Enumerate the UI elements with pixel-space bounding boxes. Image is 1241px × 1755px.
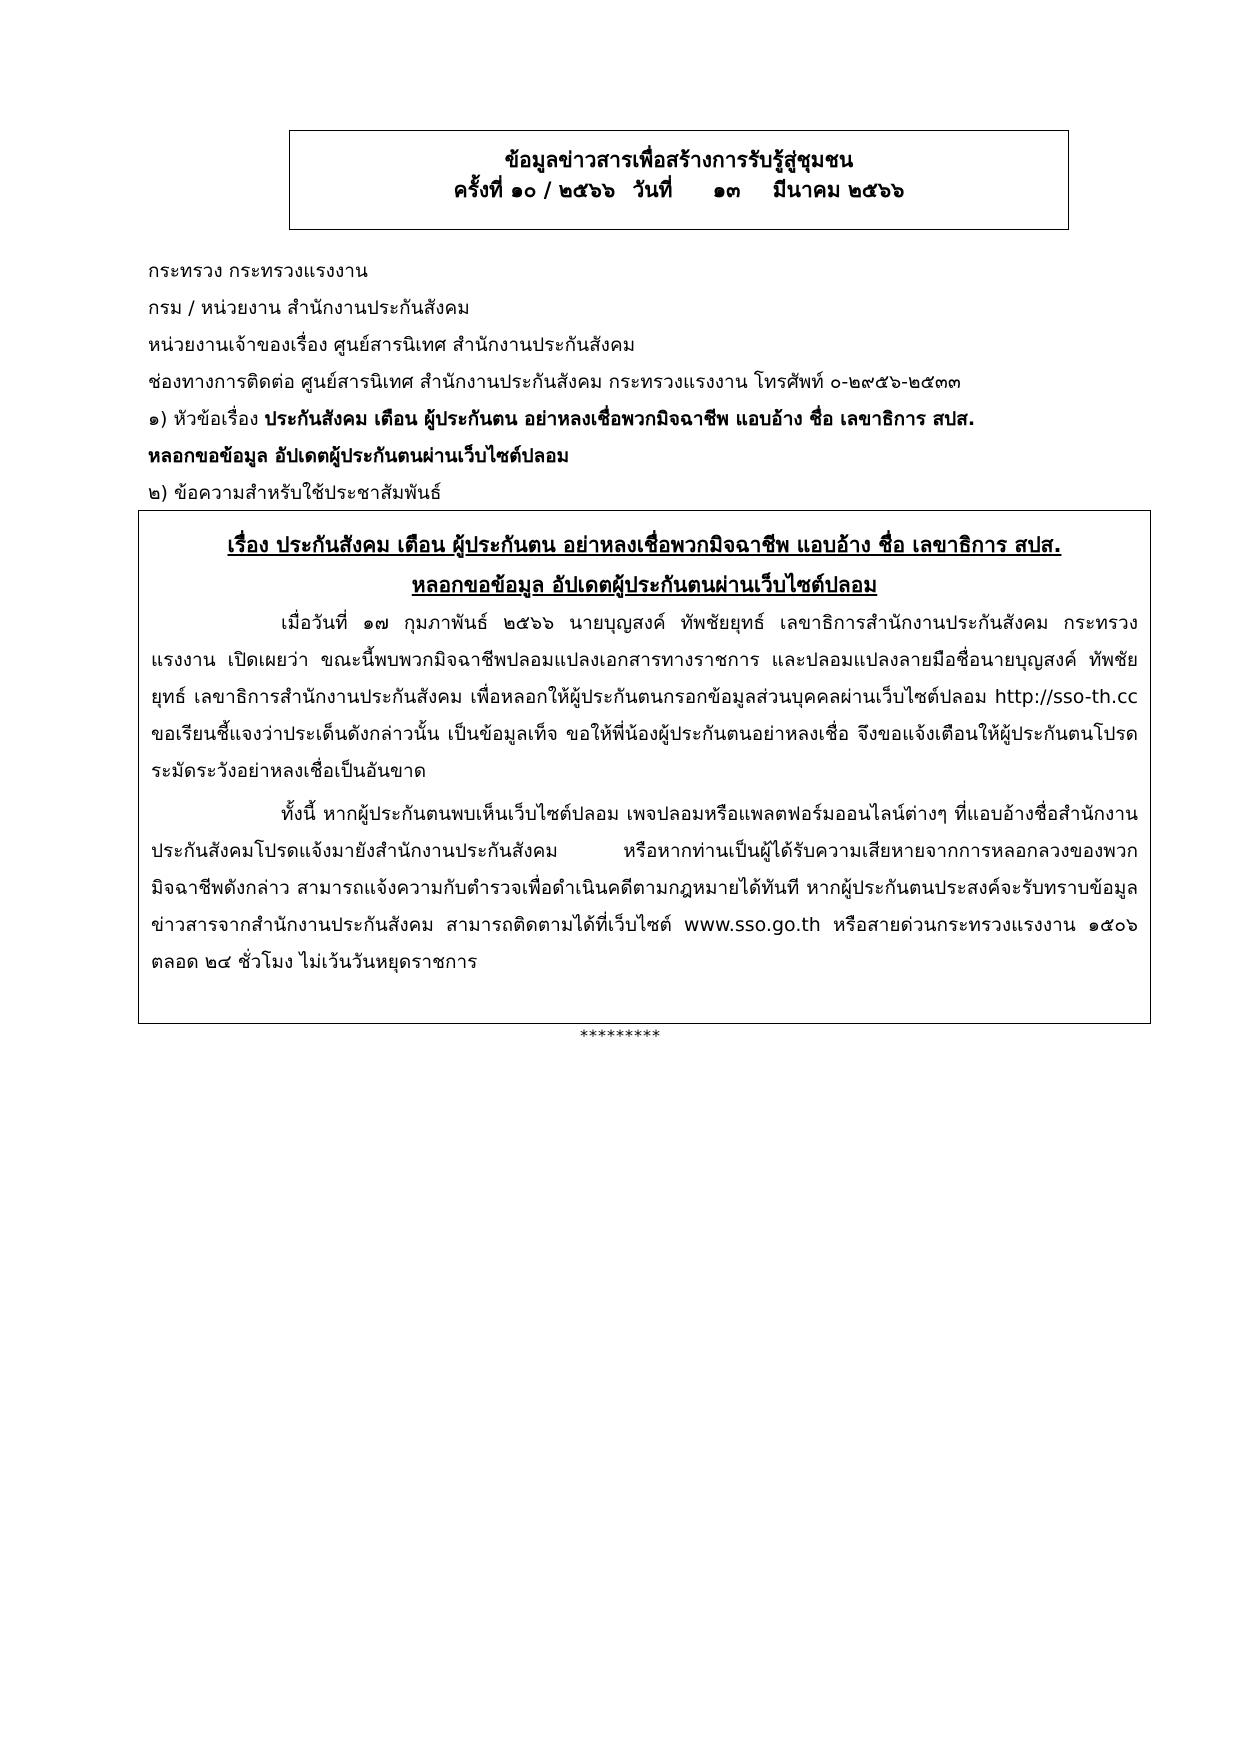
owner-line: หน่วยงานเจ้าของเรื่อง ศูนย์สารนิเทศ สำนักงานประกันสังคม (148, 334, 636, 356)
topic-label: ๑) หัวข้อเรื่อง (148, 408, 259, 430)
ministry-line: กระทรวง กระทรวงแรงงาน (148, 260, 368, 282)
topic-line (148, 401, 1138, 438)
press-release-box (138, 510, 1151, 1024)
content-title-2: หลอกขอข้อมูล อัปเดตผู้ประกันตนผ่านเว็บไซต์ปลอม (411, 573, 878, 597)
paragraph-1 (151, 605, 1138, 790)
department-line: กรม / หน่วยงาน สำนักงานประกันสังคม (148, 297, 470, 319)
header-title: ข้อมูลข่าวสารเพื่อสร้างการรับรู้สู่ชุมชน (504, 148, 854, 172)
end-marker: ********* (580, 1026, 661, 1045)
paragraph-2 (151, 796, 1138, 981)
date-day: ๑๓ (712, 178, 741, 202)
topic-title-2: หลอกขอข้อมูล อัปเดตผู้ประกันตนผ่านเว็บไซต์ปลอม (148, 445, 570, 467)
paragraph-1-text: เมื่อวันที่ ๑๗ กุมภาพันธ์ ๒๕๖๖ นายบุญสงค์ ทัพชัยยุทธ์ เลขาธิการสำนักงานประกันสังคม กระทรวงแรงงาน เปิดเผยว่า ขณะนี้พบพวกมิจฉาชีพปลอมแปลงเอกสารทางราชการ และปลอมแปลงลายมือชื่อนายบุญสงค์ ทัพชัยยุทธ์ เลขาธิการสำนักงานประกันสังคม เพื่อหลอกให้ผู้ประกันตนกรอกข้อมูลส่วนบุคคลผ่านเว็บไซต์ปลอม http://sso-th.cc ขอเรียนชี้แจงว่าประเด็นดังกล่าวนั้น เป็นข้อมูลเท็จ ขอให้พี่น้องผู้ประกันตนอย่าหลงเชื่อ จึงขอแจ้งเตือนให้ผู้ประกันตนโปรดระมัดระวังอย่าหลงเชื่อเป็นอันขาด (151, 612, 1138, 782)
issue-number: ครั้งที่ ๑๐ / ๒๕๖๖ (453, 178, 616, 202)
topic-title-1: ประกันสังคม เตือน ผู้ประกันตน อย่าหลงเชื่อพวกมิจฉาชีพ แอบอ้าง ชื่อ เลขาธิการ สปส. (264, 408, 976, 430)
meta-section (148, 253, 1138, 512)
date-label: วันที่ (632, 178, 673, 202)
contact-line: ช่องทางการติดต่อ ศูนย์สารนิเทศ สำนักงานประกันสังคม กระทรวงแรงงาน โทรศัพท์ ๐-๒๙๕๖-๒๕๓๓ (148, 371, 961, 393)
paragraph-2-text: ทั้งนี้ หากผู้ประกันตนพบเห็นเว็บไซต์ปลอม เพจปลอมหรือแพลตฟอร์มออนไลน์ต่างๆ ที่แอบอ้างชื่อสำนักงานประกันสังคมโปรดแจ้งมายังสำนักงานประกันสังคม หรือหากท่านเป็นผู้ได้รับความเสียหายจากการหลอกลวงของพวกมิจฉาชีพดังกล่าว สามารถแจ้งความกับตำรวจเพื่อดำเนินคดีตามกฎหมายได้ทันที หากผู้ประกันตนประสงค์จะรับทราบข้อมูลข่าวสารจากสำนักงานประกันสังคม สามารถติดตามได้ที่เว็บไซต์ www.sso.go.th หรือสายด่วนกระทรวงแรงงาน ๑๕๐๖ ตลอด ๒๔ ชั่วโมง ไม่เว้นวันหยุดราชการ (151, 803, 1138, 973)
pr-label: ๒) ข้อความสำหรับใช้ประชาสัมพันธ์ (148, 482, 442, 504)
header-date-line (290, 175, 1068, 205)
content-title-1: เรื่อง ประกันสังคม เตือน ผู้ประกันตน อย่าหลงเชื่อพวกมิจฉาชีพ แอบอ้าง ชื่อ เลขาธิการ สปส. (227, 533, 1062, 557)
header-box (289, 130, 1069, 230)
date-month-year: มีนาคม ๒๕๖๖ (772, 178, 905, 202)
